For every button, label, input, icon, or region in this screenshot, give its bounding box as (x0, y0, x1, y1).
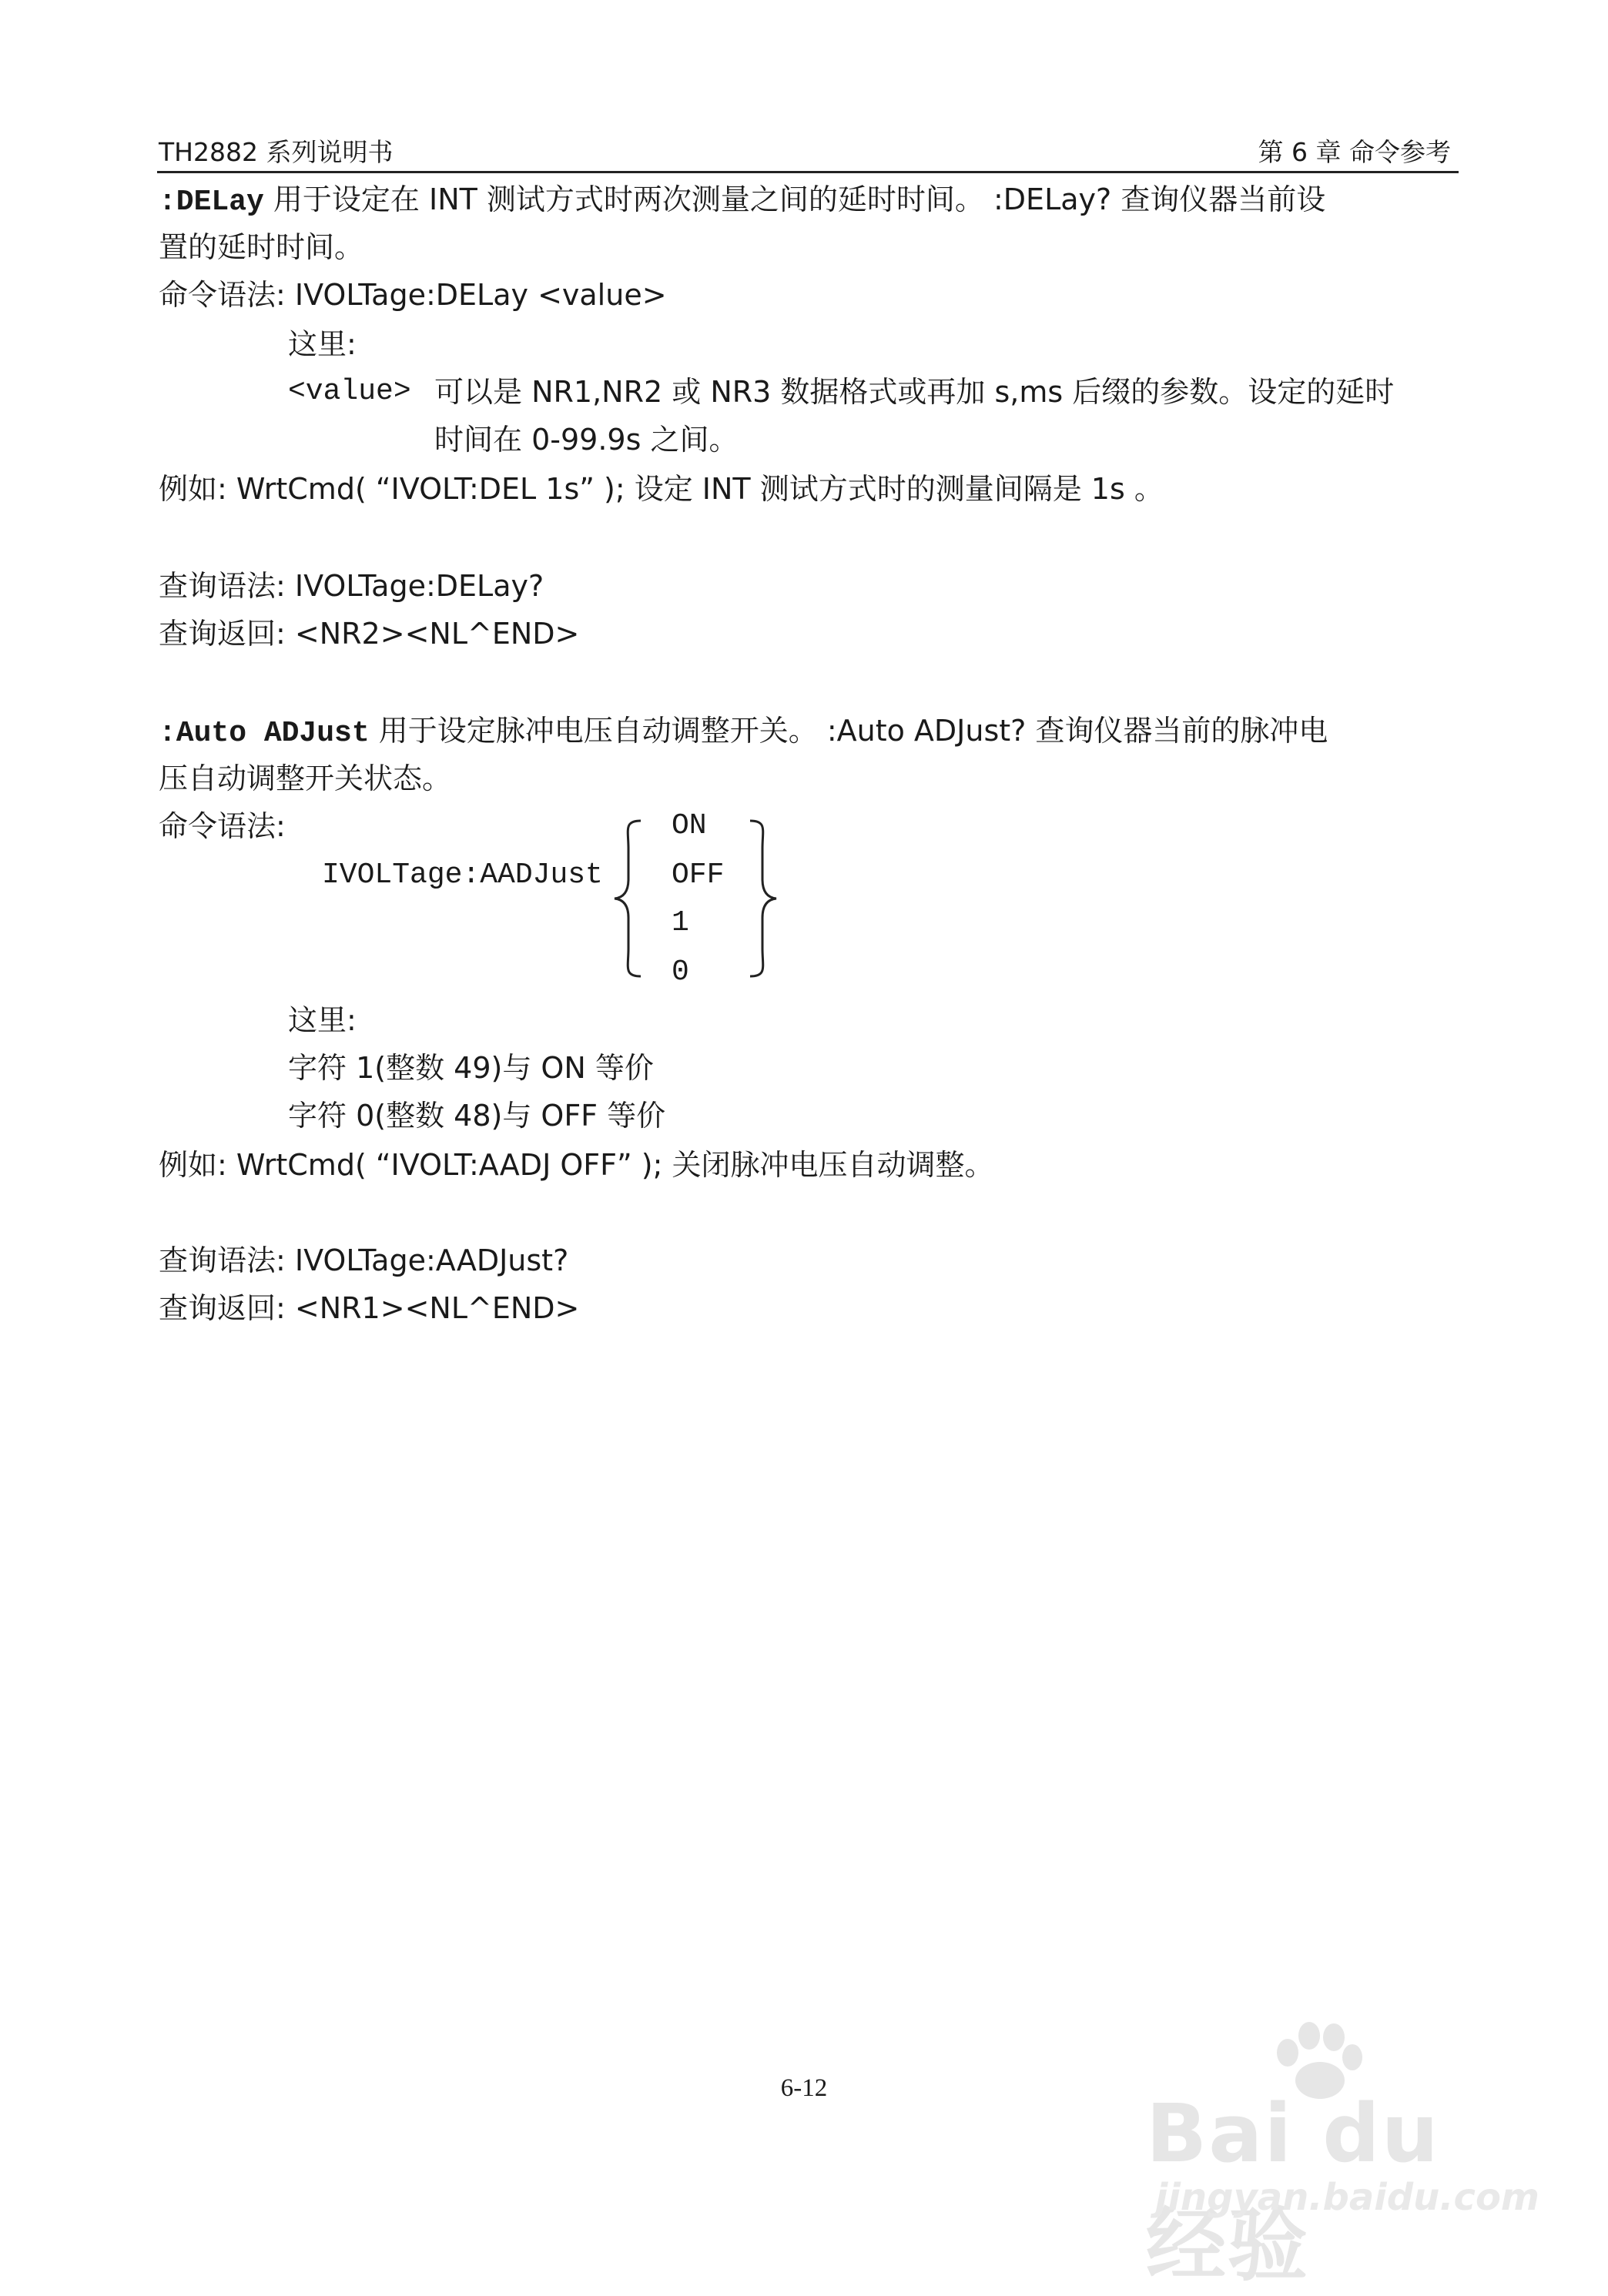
aadj-intro-text: 用于设定脉冲电压自动调整开关。 :Auto ADJust? 查询仪器当前的脉冲电 (369, 714, 1328, 748)
aadj-option-on: ON (672, 809, 707, 842)
aadj-intro-line (159, 716, 1328, 748)
header-document-title: TH2882 系列说明书 (159, 137, 394, 167)
aadj-note-0: 字符 0(整数 48)与 OFF 等价 (288, 1099, 666, 1133)
header-divider (157, 171, 1459, 173)
aadj-option-0: 0 (672, 956, 689, 989)
delay-here-label: 这里: (288, 327, 357, 361)
delay-param-description: 可以是 NR1,NR2 或 NR3 数据格式或再加 s,ms 后缀的参数。设定的延时 (434, 375, 1395, 409)
header-chapter-title: 第 6 章 命令参考 (1258, 137, 1451, 167)
aadj-query-return: 查询返回: <NR1><NL^END> (159, 1291, 580, 1325)
delay-example: 例如: WrtCmd( “IVOLT:DEL 1s” ); 设定 INT 测试方式时的测量间隔是 1s 。 (159, 472, 1164, 506)
delay-command-syntax: 命令语法: IVOLTage:DELay <value> (159, 278, 667, 312)
aadj-example: 例如: WrtCmd( “IVOLT:AADJ OFF” ); 关闭脉冲电压自动调整。 (159, 1148, 994, 1182)
aadj-option-1: 1 (672, 906, 689, 939)
aadj-query-syntax: 查询语法: IVOLTage:AADJust? (159, 1243, 569, 1277)
delay-intro-continuation: 置的延时时间。 (159, 230, 364, 264)
delay-query-return: 查询返回: <NR2><NL^END> (159, 617, 580, 651)
watermark-logo-text: Bai du 经验 (1146, 2087, 1440, 2292)
delay-param-name: <value> (288, 375, 411, 408)
delay-query-syntax: 查询语法: IVOLTage:DELay? (159, 569, 544, 603)
aadj-option-off: OFF (672, 858, 725, 892)
delay-intro-text: 用于设定在 INT 测试方式时两次测量之间的延时时间。 :DELay? 查询仪器当前设 (263, 182, 1326, 216)
aadj-command-name: :Auto ADJust (159, 717, 370, 750)
delay-intro-line (159, 182, 1326, 219)
page-number: 6-12 (780, 2074, 828, 2102)
watermark-url: jingyan.baidu.com (1155, 2176, 1539, 2219)
aadj-intro-continuation: 压自动调整开关状态。 (159, 761, 452, 795)
delay-param-description-cont: 时间在 0-99.9s 之间。 (434, 423, 739, 457)
right-brace (744, 818, 782, 979)
aadj-syntax-label: 命令语法: (159, 809, 286, 843)
aadj-syntax-command: IVOLTage:AADJust (322, 858, 603, 892)
delay-command-name: :DELay (159, 186, 264, 219)
aadj-here-label: 这里: (288, 1003, 357, 1037)
left-brace (608, 818, 647, 979)
aadj-note-1: 字符 1(整数 49)与 ON 等价 (288, 1051, 654, 1085)
baidu-jingyan-watermark (1146, 2002, 1546, 2292)
